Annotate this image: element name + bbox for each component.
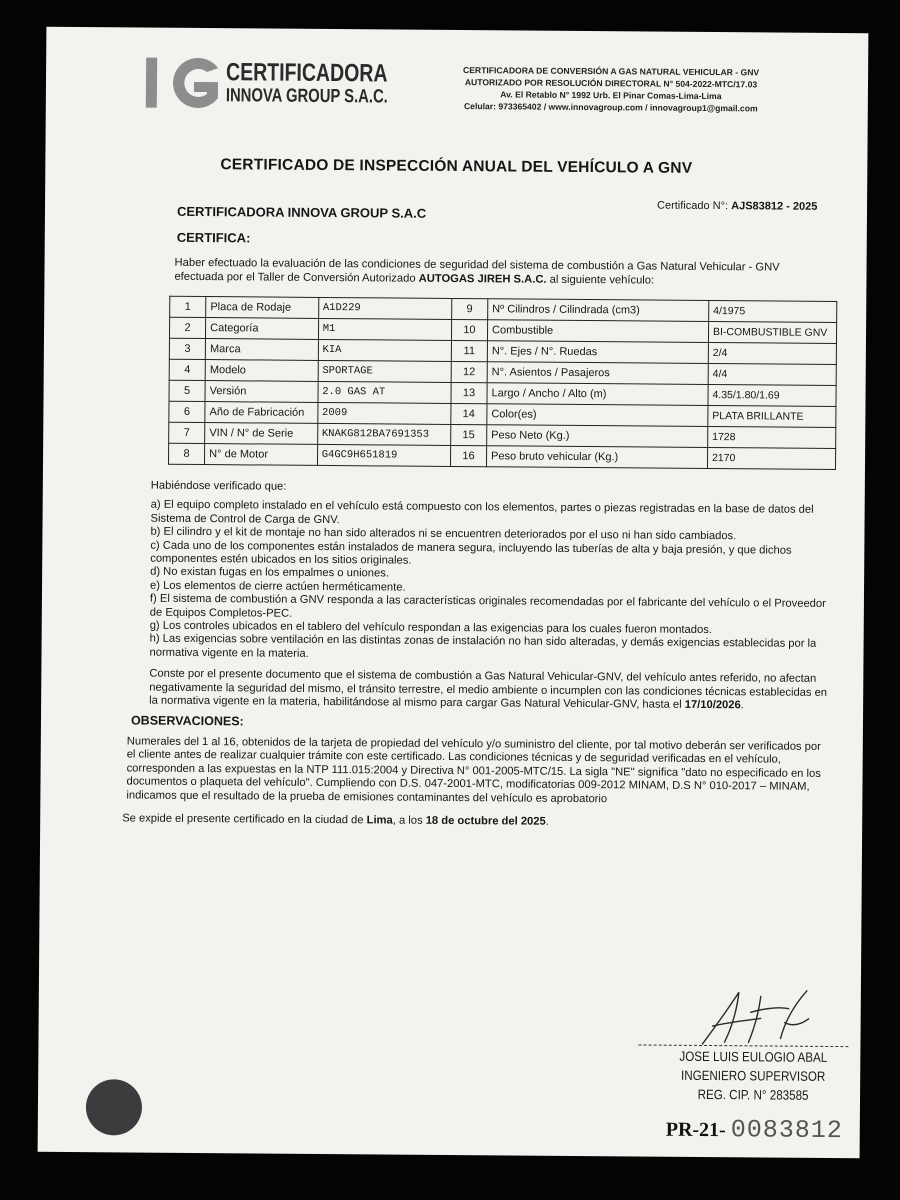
- observations-heading: OBSERVACIONES:: [130, 712, 244, 728]
- issued-city: Lima: [366, 814, 393, 827]
- certificate-number-label: Certificado N°:: [656, 199, 729, 213]
- field-value: 2.0 GAS AT: [318, 381, 451, 403]
- field-label: N°. Ejes / N°. Ruedas: [487, 341, 708, 364]
- field-value: A1D229: [318, 297, 451, 319]
- field-label: Marca: [205, 339, 318, 361]
- form-serial: 0083812: [730, 1115, 843, 1146]
- field-value: G4GC9H651819: [317, 444, 450, 466]
- row-number: 12: [451, 361, 487, 382]
- verification-item: c) Cada uno de los componentes están instalados de manera segura, incluyendo las tuberías de alta y baja presión, y que dichos componentes estén ubicados en los sitios originales.: [150, 539, 792, 567]
- certifica-heading: CERTIFICA:: [176, 229, 251, 246]
- certificate-number-value: AJS83812 - 2025: [731, 200, 818, 213]
- verified-intro: Habiéndose verificado que:: [150, 479, 287, 493]
- field-label: Combustible: [487, 320, 708, 343]
- punch-hole: [86, 1079, 142, 1135]
- field-value: KNAKG812BA7691353: [317, 423, 450, 445]
- field-value: 2170: [707, 447, 835, 469]
- issuer-name: CERTIFICADORA INNOVA GROUP S.A.C: [176, 203, 427, 221]
- field-label: Peso bruto vehicular (Kg.): [486, 446, 707, 469]
- issued-date: 18 de octubre del 2025: [425, 814, 546, 828]
- vehicle-data-table: [168, 296, 837, 470]
- row-number: 8: [168, 443, 204, 464]
- field-label: Año de Fabricación: [205, 402, 318, 424]
- field-label: Placa de Rodaje: [206, 297, 319, 319]
- field-label: N° de Motor: [205, 444, 318, 466]
- valid-until: 17/10/2026: [684, 698, 741, 712]
- row-number: 2: [169, 317, 205, 338]
- field-label: VIN / N° de Serie: [205, 423, 318, 445]
- row-number: 1: [170, 296, 206, 317]
- logo-line1: CERTIFICADORA: [225, 58, 388, 88]
- vehicle-row: [168, 443, 835, 469]
- verification-section: [122, 479, 831, 832]
- signer-block: [667, 1047, 839, 1105]
- certificate-page: [38, 27, 869, 1158]
- field-value: 2/4: [708, 342, 836, 364]
- row-number: 11: [451, 340, 487, 361]
- intro-text: Haber efectuado la evaluación de las condiciones de seguridad del sistema de combustión a Gas Natural Vehicular - GNV efectuada por el Taller de Conversión Autorizado: [174, 256, 780, 285]
- verification-item: e) Los elementos de cierre actúen herméticamente.: [149, 579, 406, 594]
- row-number: 7: [169, 422, 205, 443]
- issued-text-end: .: [545, 815, 549, 828]
- field-label: Modelo: [205, 360, 318, 382]
- row-number: 9: [451, 298, 487, 319]
- field-label: Nº Cilindros / Cilindrada (cm3): [488, 299, 709, 322]
- form-code: PR-21-: [665, 1118, 726, 1142]
- row-number: 13: [451, 382, 487, 403]
- row-number: 6: [169, 401, 205, 422]
- header-line: Av. El Retablo N° 1992 Urb. El Pinar Comas-Lima-Lima: [500, 89, 722, 102]
- field-label: Largo / Ancho / Alto (m): [487, 383, 708, 406]
- field-label: Versión: [205, 381, 318, 403]
- field-label: Peso Neto (Kg.): [487, 425, 708, 448]
- logo-line2: INNOVA GROUP S.A.C.: [225, 85, 388, 108]
- field-value: KIA: [318, 339, 451, 361]
- field-value: 4/1975: [709, 300, 837, 322]
- row-number: 16: [450, 445, 486, 466]
- workshop-name: AUTOGAS JIREH S.A.C.: [418, 272, 547, 286]
- intro-text-end: al siguiente vehículo:: [546, 273, 655, 287]
- header-line: CERTIFICADORA DE CONVERSIÓN A GAS NATURAL VEHICULAR - GNV: [462, 65, 760, 78]
- field-value: 1728: [708, 426, 836, 448]
- issued-statement: [122, 812, 828, 831]
- row-number: 4: [169, 359, 205, 380]
- field-value: 4.35/1.80/1.69: [708, 384, 836, 406]
- verification-item: g) Los controles ubicados en el tablero del vehículo respondan a las exigencias para los cuales fueron montados.: [149, 619, 712, 637]
- field-value: M1: [318, 318, 451, 340]
- field-label: Color(es): [487, 404, 708, 427]
- field-label: Categoría: [206, 318, 319, 340]
- document-title: CERTIFICADO DE INSPECCIÓN ANUAL DEL VEHÍCULO A GNV: [220, 156, 693, 177]
- field-label: N°. Asientos / Pasajeros: [487, 362, 708, 385]
- field-value: SPORTAGE: [318, 360, 451, 382]
- verification-item: f) El sistema de combustión a GNV responda a las características originales recomendadas por el fabricante del vehículo o el Proveedor de Equipos Completos-PEC.: [149, 592, 826, 620]
- intro-paragraph: [174, 256, 822, 289]
- verification-item: b) El cilindro y el kit de montaje no han sido alterados ni se encuentren deteriorados por el uso ni han sido cambiados.: [150, 525, 737, 543]
- field-value: BI-COMBUSTIBLE GNV: [708, 321, 836, 343]
- company-logo: [144, 54, 388, 118]
- verification-item: a) El equipo completo instalado en el vehículo está compuesto con los elementos, partes o piezas registradas en la base de datos del Sistema de Control de Carga de GNV.: [150, 499, 814, 526]
- observations-text: Numerales del 1 al 16, obtenidos de la tarjeta de propiedad del vehículo y/o suministro del cliente, por tal motivo deberán ser verificados por el cliente antes de realizar cualquier trámite con este certificado. Las condiciones técnicas y de seguridad verificadas en el vehículo, corresponden a las expuestas en la NTP 111.015:2004 y Directiva N° 001-2005-MTC/15. La sigla "NE" significa "dato no especificado en los documentos o plaqueta del vehículo". Cumpliendo con D.S. 047-2001-MTC, modificatorias 009-2012 MINAM, D.S N° 010-2017 – MINAM, indicamos que el resultado de la prueba de emisiones contaminantes del vehículo es aprobatorio: [126, 735, 821, 805]
- verification-item: d) No existan fugas en los empalmes o uniones.: [150, 566, 390, 580]
- form-number: [666, 1115, 843, 1145]
- certificate-number: [657, 200, 817, 213]
- conste-text: Conste por el presente documento que el sistema de combustión a Gas Natural Vehicular-GNV, del vehículo antes referido, no afectan negativamente la seguridad del mismo, el tránsito terrestre, el medio ambiente o incumplen con las condiciones técnicas establecidas en la normativa vigente en la materia, habilitándose al mismo para cargar Gas Natural Vehicular-GNV, hasta el: [149, 667, 828, 711]
- issued-text-mid: , a los: [392, 814, 426, 827]
- row-number: 15: [450, 424, 486, 445]
- issued-text: Se expide el presente certificado en la ciudad de: [122, 812, 367, 827]
- row-number: 14: [451, 403, 487, 424]
- signature-icon: [688, 982, 829, 1053]
- row-number: 5: [169, 380, 205, 401]
- field-value: 2009: [317, 402, 450, 424]
- company-header: [396, 64, 826, 115]
- conste-paragraph: Conste por el presente documento que el sistema de combustión a Gas Natural Vehicular-GNV, del vehículo antes referido, no afectan negativamente la seguridad del mismo, el tránsito terrestre, el medio ambiente o incumplen con las condiciones técnicas establecidas en la normativa vigente en la materia, habilitándose al mismo para cargar Gas Natural Vehicular-GNV, hasta el 17/10/2026.: [149, 667, 828, 712]
- header-line: Celular: 973365402 / www.innovagroup.com / innovagroup1@gmail.com: [463, 101, 758, 114]
- field-value: 4/4: [708, 363, 836, 385]
- verification-item: h) Las exigencias sobre ventilación en las distintas zonas de instalación no han sido alteradas, y demás exigencias establecidas por la normativa vigente en la materia.: [149, 633, 817, 660]
- signer-registration: REG. CIP. N° 283585: [697, 1086, 809, 1103]
- field-value: PLATA BRILLANTE: [708, 405, 836, 427]
- row-number: 10: [451, 319, 487, 340]
- row-number: 3: [169, 338, 205, 359]
- signer-role: INGENIERO SUPERVISOR: [680, 1067, 826, 1084]
- header-line: AUTORIZADO POR RESOLUCIÓN DIRECTORAL N° 504-2022-MTC/17.03: [464, 77, 758, 90]
- signer-name: JOSE LUIS EULOGIO ABAL: [679, 1048, 828, 1065]
